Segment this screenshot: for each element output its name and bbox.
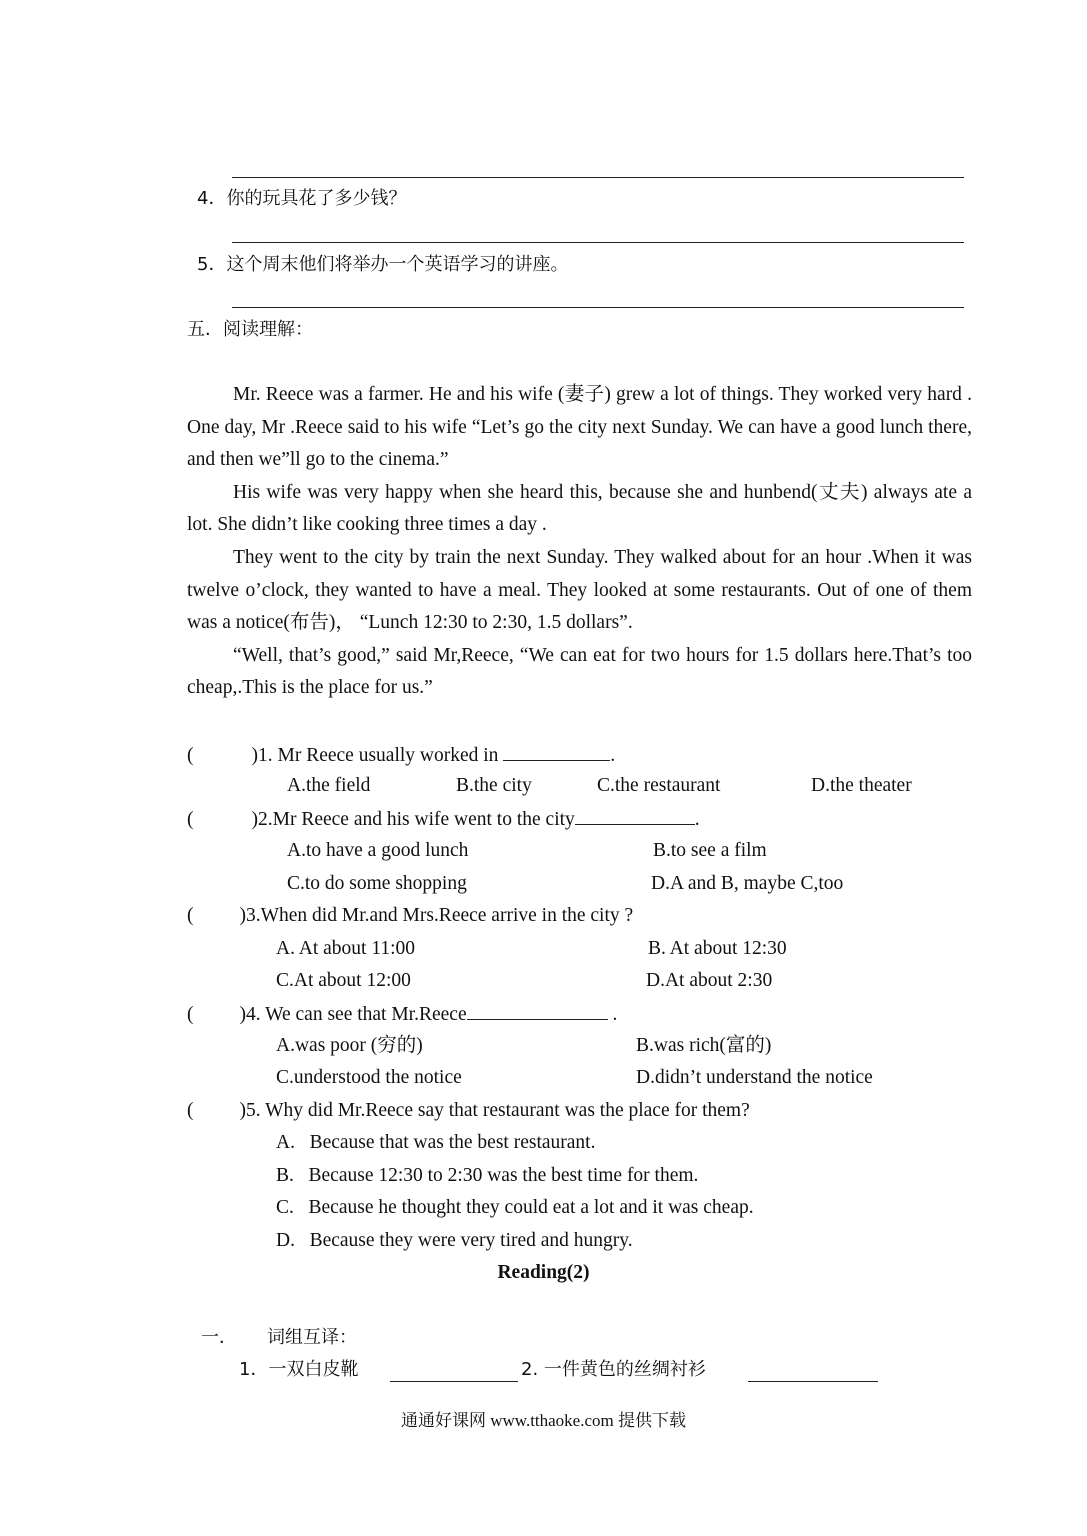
phrase-blank-1[interactable]: [390, 1363, 518, 1382]
option-5c[interactable]: C. Because he thought they could eat a lot and it was cheap.: [276, 1197, 754, 1218]
option-4d[interactable]: D.didn’t understand the notice: [636, 1067, 873, 1088]
fill-blank[interactable]: [503, 742, 610, 761]
answer-paren-open[interactable]: (: [187, 1100, 194, 1121]
option-2a[interactable]: A.to have a good lunch: [287, 840, 469, 861]
option-1b[interactable]: B.the city: [456, 775, 532, 796]
question-stem: 1. Mr Reece usually worked in: [258, 745, 504, 766]
option-5d[interactable]: D. Because they were very tired and hungry.: [276, 1230, 633, 1251]
option-1c[interactable]: C.the restaurant: [597, 775, 721, 796]
question-stem: 4. We can see that Mr.Reece: [246, 1004, 467, 1025]
question-5: [187, 1099, 750, 1123]
answer-paren-open[interactable]: (: [187, 809, 194, 830]
part1-heading-number: 一．: [201, 1327, 237, 1348]
option-5a[interactable]: A. Because that was the best restaurant.: [276, 1132, 596, 1153]
answer-paren-close[interactable]: ): [239, 1100, 246, 1121]
option-1a[interactable]: A.the field: [287, 775, 371, 796]
answer-paren-open[interactable]: (: [187, 745, 194, 766]
option-2d[interactable]: D.A and B, maybe C,too: [651, 873, 844, 894]
question-4: ( )4. We can see that Mr.Reece .: [187, 1001, 617, 1027]
answer-paren-close[interactable]: ): [251, 745, 258, 766]
answer-paren-open[interactable]: (: [187, 1004, 194, 1025]
phrase-item-2: 2. 一件黄色的丝绸衬衫: [521, 1359, 706, 1380]
page-footer: 通通好课网 www.tthaoke.com 提供下载: [400, 1411, 687, 1430]
fill-blank[interactable]: [575, 806, 695, 825]
phrase-blank-2[interactable]: [748, 1363, 878, 1382]
answer-line-5[interactable]: [232, 307, 964, 308]
passage-paragraph-3: They went to the city by train the next Sunday. They walked about for an hour .When it was twelve o’clock, they wanted to have a meal. They looked at some restaurants. Out of one of them was a notice(布告)， “Lunch 12:30 to 2:30, 1.5 dollars”.: [187, 546, 972, 634]
option-4b[interactable]: B.was rich(富的): [636, 1035, 772, 1056]
translation-item-4: 4．你的玩具花了多少钱？: [197, 188, 407, 209]
phrase-item-1: 1．一双白皮靴: [239, 1359, 359, 1380]
question-2: ( )2.Mr Reece and his wife went to the city .: [187, 806, 700, 832]
part1-heading: 词组互译：: [267, 1327, 357, 1348]
translation-item-5: 5．这个周末他们将举办一个英语学习的讲座。: [197, 254, 569, 275]
section-heading-reading: 五．阅读理解：: [187, 319, 313, 340]
option-1d[interactable]: D.the theater: [811, 775, 912, 796]
passage-paragraph-1: Mr. Reece was a farmer. He and his wife (妻子) grew a lot of things. They worked very hard . One day, Mr .Reece said to his wife “Let’s go the city next Sunday. We can have a good lunch there, and then we”ll go to the cinema.”: [187, 384, 972, 471]
question-stem: 3.When did Mr.and Mrs.Reece arrive in the city ?: [246, 905, 634, 926]
option-3d[interactable]: D.At about 2:30: [646, 970, 773, 991]
answer-paren-open[interactable]: (: [187, 905, 194, 926]
question-3: [187, 904, 633, 928]
option-3b[interactable]: B. At about 12:30: [648, 938, 787, 959]
section-title-reading-2: Reading(2): [497, 1262, 590, 1283]
option-5b[interactable]: B. Because 12:30 to 2:30 was the best time for them.: [276, 1165, 699, 1186]
answer-paren-close[interactable]: ): [239, 1004, 246, 1025]
option-4c[interactable]: C.understood the notice: [276, 1067, 462, 1088]
fill-blank[interactable]: [467, 1001, 608, 1020]
question-stem: 5. Why did Mr.Reece say that restaurant was the place for them?: [246, 1100, 750, 1121]
question-1: ( )1. Mr Reece usually worked in .: [187, 742, 615, 768]
passage-paragraph-2: His wife was very happy when she heard this, because she and hunbend(丈夫) always ate a lot. She didn’t like cooking three times a day .: [187, 481, 972, 536]
answer-line-3[interactable]: [232, 177, 964, 178]
passage-paragraph-4: “Well, that’s good,” said Mr,Reece, “We can eat for two hours for 1.5 dollars here.That’s too cheap,.This is the place for us.”: [187, 644, 972, 699]
option-2c[interactable]: C.to do some shopping: [287, 873, 467, 894]
answer-line-4[interactable]: [232, 242, 964, 243]
option-2b[interactable]: B.to see a film: [653, 840, 767, 861]
option-3a[interactable]: A. At about 11:00: [276, 938, 416, 959]
answer-paren-close[interactable]: ): [239, 905, 246, 926]
option-4a[interactable]: A.was poor (穷的): [276, 1035, 423, 1056]
question-stem: 2.Mr Reece and his wife went to the city: [258, 809, 575, 830]
reading-passage: [187, 379, 972, 705]
answer-paren-close[interactable]: ): [251, 809, 258, 830]
option-3c[interactable]: C.At about 12:00: [276, 970, 411, 991]
